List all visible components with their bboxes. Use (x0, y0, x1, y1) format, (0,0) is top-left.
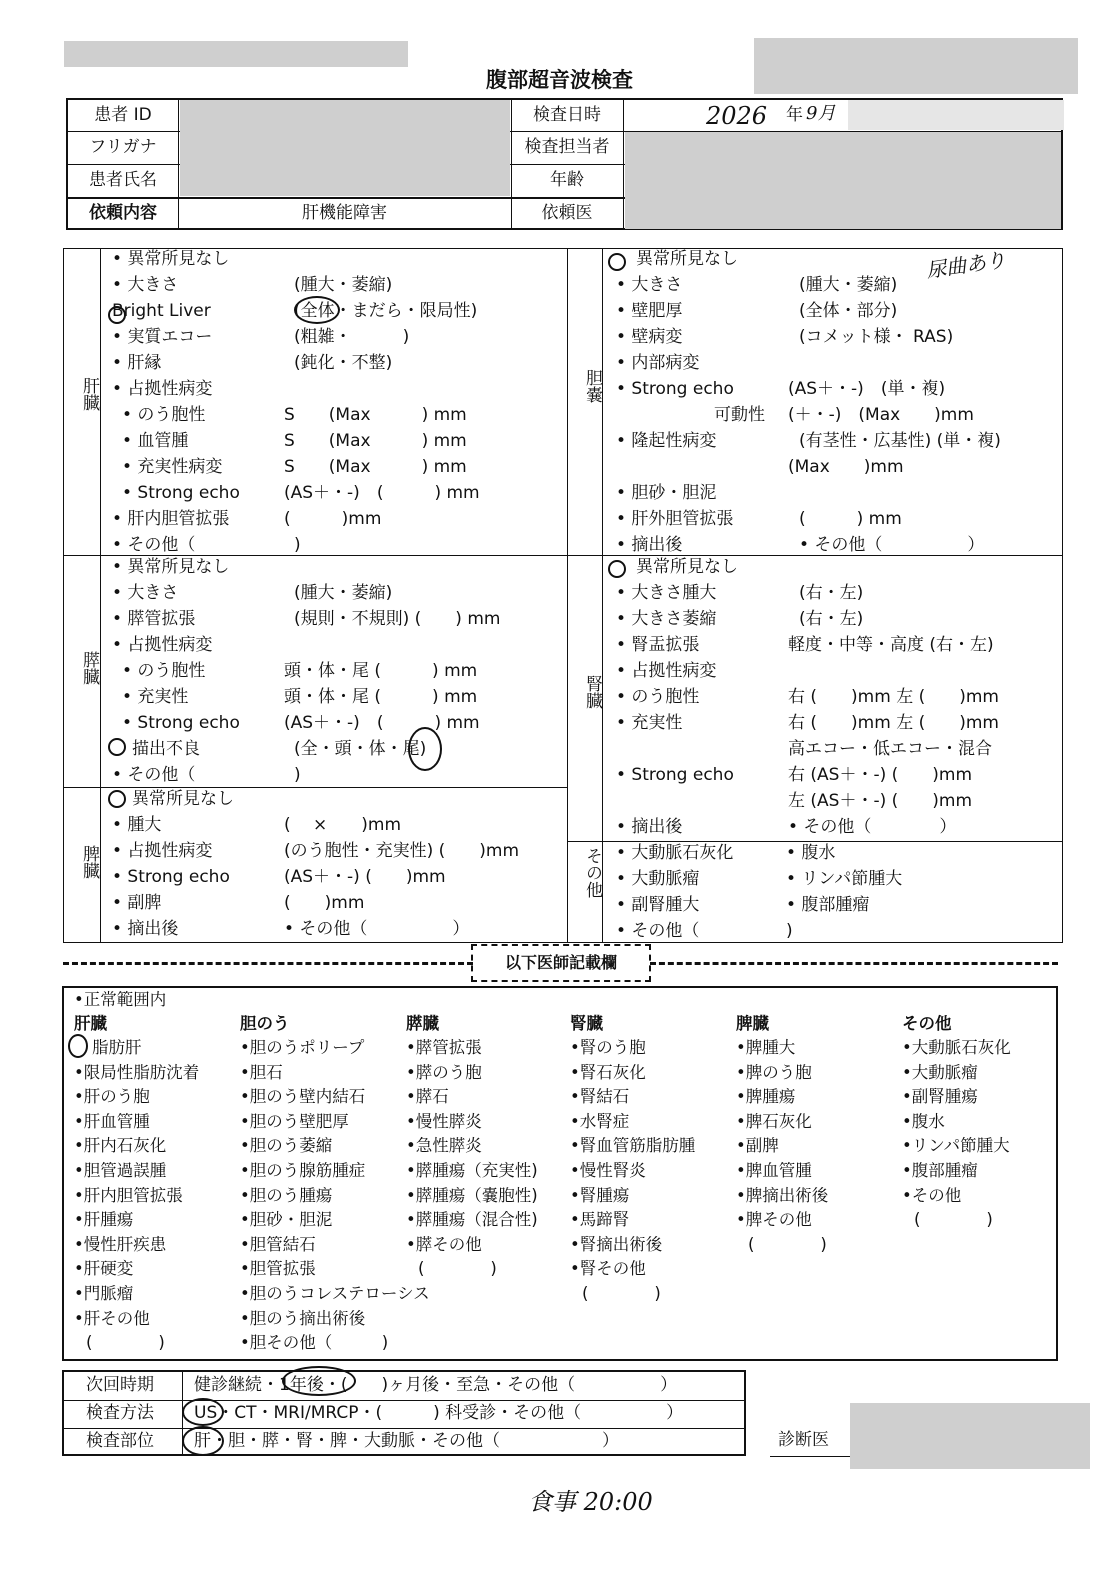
liver-option: S (Max ) mm (284, 405, 467, 425)
patient-id-label: 患者 ID (94, 105, 152, 125)
gallbladder-item: 異常所見なし (636, 249, 738, 269)
liver-option: (全体・まだら・限局性) (294, 301, 478, 321)
pancreas-option: 頭・体・尾 ( ) mm (284, 687, 478, 707)
spleen-option: ( × )mm (284, 815, 402, 835)
liver-option: (AS＋・-) ( ) mm (284, 483, 480, 503)
doctor-diagnosis-item: •膵その他 (406, 1234, 482, 1254)
gallbladder-item: • 胆砂・胆泥 (616, 483, 717, 503)
doctor-diagnosis-item: •腎摘出術後 (570, 1234, 663, 1254)
requesting-doctor-label: 依頼医 (541, 203, 593, 223)
circle-liver (182, 1426, 224, 1456)
page-title: 腹部超音波検査 (486, 68, 633, 92)
organ-label-other: その他 (582, 847, 602, 898)
followup-label: 検査方法 (86, 1403, 154, 1423)
doctor-diagnosis-item: •慢性膵炎 (406, 1111, 482, 1131)
doctor-column-header: その他 (902, 1014, 952, 1033)
doctor-diagnosis-item: •腎血管筋脂肪腫 (570, 1136, 696, 1156)
liver-item: • 肝縁 (112, 353, 162, 373)
doctor-diagnosis-item: •胆のうコレステローシス (240, 1284, 430, 1303)
kidney-option: (右・左) (799, 609, 864, 629)
liver-item: • 肝内胆管拡張 (112, 509, 230, 529)
gallbladder-item: • 隆起性病変 (616, 431, 717, 451)
doctor-diagnosis-item: •急性膵炎 (406, 1136, 482, 1156)
doctor-section-label (471, 944, 651, 982)
other-item-right: • 腹部腫瘤 (786, 895, 870, 915)
pancreas-item: • その他（ (112, 765, 196, 785)
doctor-diagnosis-item: •膵腫瘍（嚢胞性) (406, 1185, 538, 1205)
patient-name-label: 患者氏名 (89, 170, 157, 190)
pancreas-item: • 膵管拡張 (112, 609, 196, 629)
pancreas-item: 描出不良 (132, 739, 200, 759)
findings-table (63, 248, 1063, 943)
pancreas-option: (AS＋・-) ( ) mm (284, 713, 480, 733)
other-item-left: • その他（ (616, 921, 700, 941)
kidney-item: • 腎盂拡張 (616, 635, 700, 655)
gallbladder-option: (腫大・萎縮) (799, 275, 898, 295)
liver-item: • のう胞性 (122, 405, 206, 425)
redacted-examiner-fields (625, 132, 1061, 229)
organ-label-liver: 肝臓 (79, 377, 99, 411)
circle-us (182, 1398, 224, 1426)
liver-option: (腫大・萎縮) (294, 275, 393, 295)
other-item-left: • 大動脈瘤 (616, 869, 700, 889)
doctor-section-label-text: 以下医師記載欄 (504, 953, 617, 972)
doctor-diagnosis-item: •胆のうポリープ (240, 1038, 365, 1057)
other-item-right: ) (786, 921, 793, 941)
spleen-option: • その他（ ） (284, 919, 470, 939)
organ-label-gallbladder: 胆嚢 (582, 369, 602, 403)
spleen-option: ( )mm (284, 893, 365, 913)
doctor-column-header: 胆のう (240, 1014, 290, 1033)
organ-label-pancreas: 膵臓 (79, 651, 99, 685)
gallbladder-item: • 大きさ (616, 275, 683, 295)
doctor-diagnosis-item: •膵管拡張 (406, 1038, 482, 1057)
doctor-diagnosis-item: •脾石灰化 (736, 1111, 812, 1131)
spleen-option: (AS＋・-) ( )mm (284, 867, 446, 887)
kidney-option: 高エコー・低エコー・混合 (788, 739, 992, 759)
doctor-diagnosis-item: •胆管過誤腫 (74, 1161, 167, 1180)
followup-value: US・CT・MRI/MRCP・( ) 科受診・その他（ ） (194, 1403, 684, 1423)
doctor-diagnosis-item: ( ) (748, 1234, 827, 1254)
doctor-diagnosis-item: •リンパ節腫大 (902, 1136, 1010, 1156)
spleen-item: • 占拠性病変 (112, 841, 213, 861)
check-circle-fatty-liver (68, 1034, 88, 1058)
pancreas-item: • 占拠性病変 (112, 635, 213, 655)
doctor-column-header: 膵臓 (406, 1014, 439, 1033)
doctor-diagnosis-item: •副脾 (736, 1136, 779, 1156)
redacted-top-left (64, 41, 408, 67)
organ-label-spleen: 脾臓 (79, 845, 99, 879)
doctor-diagnosis-item: •胆砂・胆泥 (240, 1210, 333, 1230)
liver-item: • 占拠性病変 (112, 379, 213, 399)
kidney-item: • 大きさ腫大 (616, 583, 717, 603)
doctor-diagnosis-item: •その他 (902, 1185, 962, 1205)
doctor-diagnosis-item: •胆管拡張 (240, 1259, 316, 1279)
gallbladder-item: • 壁病変 (616, 327, 683, 347)
redacted-diagnosing-doctor (850, 1403, 1090, 1469)
pancreas-item: • 充実性 (122, 687, 189, 707)
doctor-diagnosis-item: •胆のう腫瘍 (240, 1185, 333, 1205)
pancreas-item: • 大きさ (112, 583, 179, 603)
kidney-item: 異常所見なし (636, 557, 738, 577)
doctor-column-header: 肝臓 (74, 1014, 107, 1033)
doctor-diagnosis-item: •膵腫瘍（充実性) (406, 1161, 538, 1180)
furigana-label: フリガナ (89, 137, 157, 157)
gallbladder-option: ( ) mm (799, 509, 902, 529)
pancreas-option: (全・頭・体・尾) (294, 739, 427, 759)
liver-item: • 大きさ (112, 275, 179, 295)
redacted-top-right (754, 38, 1078, 94)
pancreas-option: ) (294, 765, 301, 785)
exam-date-year-unit: 年 (786, 105, 803, 125)
liver-option: ) (294, 535, 301, 555)
separator-left (63, 962, 473, 965)
kidney-option: • その他（ ） (788, 817, 957, 837)
liver-item: • Strong echo (122, 483, 240, 503)
circle-tail (408, 727, 442, 771)
spleen-option: (のう胞性・充実性) ( )mm (284, 841, 520, 861)
doctor-diagnosis-item: •脾腫瘍 (736, 1087, 796, 1107)
pancreas-option: (規則・不規則) ( ) mm (294, 609, 501, 629)
exam-date-month: 9月 (806, 103, 836, 124)
pancreas-item: • 異常所見なし (112, 557, 230, 577)
liver-option: S (Max ) mm (284, 457, 467, 477)
gallbladder-option: (全体・部分) (799, 301, 898, 321)
spleen-item: 異常所見なし (132, 789, 234, 809)
doctor-diagnosis-item: •胆のう摘出術後 (240, 1308, 366, 1328)
followup-label: 検査部位 (86, 1431, 154, 1451)
gallbladder-item: 可動性 (714, 405, 765, 425)
spleen-item: • 腫大 (112, 815, 162, 835)
liver-item: • その他（ (112, 535, 196, 555)
doctor-diagnosis-item: ( ) (418, 1259, 497, 1279)
doctor-diagnosis-item: •胆石 (240, 1062, 283, 1082)
doctor-diagnosis-item: •肝内胆管拡張 (74, 1185, 183, 1205)
redacted-date-field (848, 100, 1064, 130)
gallbladder-option: (有茎性・広基性) (単・複) (799, 431, 1001, 451)
doctor-diagnosis-item: •胆のう腺筋腫症 (240, 1161, 366, 1180)
doctor-diagnosis-item: •肝その他 (74, 1308, 150, 1328)
doctor-diagnosis-item: •脾その他 (736, 1210, 812, 1230)
normal-range: •正常範囲内 (74, 990, 167, 1009)
pancreas-item: • のう胞性 (122, 661, 206, 681)
doctor-diagnosis-item: •脾摘出術後 (736, 1185, 829, 1205)
liver-item: • 血管腫 (122, 431, 189, 451)
kidney-item: • 占拠性病変 (616, 661, 717, 681)
kidney-option: 右 ( )mm 左 ( )mm (788, 687, 999, 707)
liver-item: • 充実性病変 (122, 457, 223, 477)
separator-right (650, 962, 1058, 965)
organ-label-kidney: 腎臓 (582, 675, 602, 709)
circle-one-year (282, 1366, 356, 1396)
doctor-diagnosis-item: •腎石灰化 (570, 1062, 646, 1082)
pancreas-option: (腫大・萎縮) (294, 583, 393, 603)
doctor-diagnosis-item: •胆のう壁肥厚 (240, 1111, 349, 1131)
kidney-option: 右 (AS＋・-) ( )mm (788, 765, 973, 785)
kidney-option: 左 (AS＋・-) ( )mm (788, 791, 973, 811)
doctor-diagnosis-item: •肝のう胞 (74, 1087, 150, 1107)
doctor-diagnosis-item: •胆管結石 (240, 1234, 316, 1254)
spleen-item: • 摘出後 (112, 919, 179, 939)
check-circle-gb-normal (608, 253, 626, 271)
kidney-item: • 摘出後 (616, 817, 683, 837)
liver-option: (鈍化・不整) (294, 353, 393, 373)
followup-value: 健診継続・1年後・( )ヶ月後・至急・その他（ ） (194, 1375, 678, 1395)
doctor-diagnosis-item: •脾血管腫 (736, 1161, 812, 1180)
pancreas-option: 頭・体・尾 ( ) mm (284, 661, 478, 681)
doctor-diagnosis-item: •腹水 (902, 1111, 945, 1131)
liver-item: • 実質エコー (112, 327, 213, 347)
followup-value: 肝・胆・膵・腎・脾・大動脈・その他（ ） (194, 1431, 619, 1451)
doctor-diagnosis-item: •腎のう胞 (570, 1038, 646, 1057)
other-item-left: • 大動脈石灰化 (616, 843, 734, 863)
doctor-diagnosis-item: •胆のう壁内結石 (240, 1087, 366, 1107)
doctor-diagnosis-item: •門脈瘤 (74, 1284, 134, 1303)
gallbladder-option: (＋・-) (Max )mm (788, 405, 974, 425)
spleen-item: • Strong echo (112, 867, 230, 887)
kidney-item: • のう胞性 (616, 687, 700, 707)
exam-date-label: 検査日時 (533, 105, 601, 125)
other-item-left: • 副腎腫大 (616, 895, 700, 915)
doctor-column-header: 腎臓 (570, 1014, 603, 1033)
gallbladder-item: • 内部病変 (616, 353, 700, 373)
doctor-diagnosis-item: 脂肪肝 (92, 1038, 142, 1057)
check-circle-kidney-normal (608, 560, 626, 578)
gallbladder-handwritten-note: 尿曲あり (924, 247, 1008, 283)
liver-option: S (Max ) mm (284, 431, 467, 451)
doctor-diagnosis-item: •腎腫瘍 (570, 1185, 630, 1205)
gallbladder-item: • 肝外胆管拡張 (616, 509, 734, 529)
circle-zentai (294, 296, 340, 324)
kidney-option: (右・左) (799, 583, 864, 603)
other-item-right: • リンパ節腫大 (786, 869, 903, 889)
request-label: 依頼内容 (89, 203, 157, 223)
doctor-diagnosis-item: ( ) (86, 1333, 165, 1353)
doctor-diagnosis-item: •脾のう胞 (736, 1062, 812, 1082)
spleen-item: • 副脾 (112, 893, 162, 913)
kidney-item: • 大きさ萎縮 (616, 609, 717, 629)
examiner-label: 検査担当者 (524, 137, 610, 157)
doctor-diagnosis-item: •大動脈石灰化 (902, 1038, 1011, 1057)
doctor-diagnosis-item: •肝血管腫 (74, 1111, 150, 1131)
followup-label: 次回時期 (86, 1375, 154, 1395)
liver-item: Bright Liver (112, 301, 211, 321)
age-label: 年齢 (550, 170, 584, 190)
doctor-diagnosis-item: •限局性脂肪沈着 (74, 1062, 200, 1082)
doctor-diagnosis-item: •膵石 (406, 1087, 449, 1107)
doctor-diagnosis-item: •脾腫大 (736, 1038, 796, 1057)
gallbladder-option: (コメット様・ RAS) (799, 327, 954, 347)
patient-info-table (66, 98, 1063, 230)
diagnosing-doctor-underline (770, 1456, 850, 1457)
doctor-diagnosis-item: •肝硬変 (74, 1259, 134, 1279)
doctor-diagnosis-item: •胆のう萎縮 (240, 1136, 333, 1156)
doctor-diagnosis-item: •水腎症 (570, 1111, 630, 1131)
kidney-item: • Strong echo (616, 765, 734, 785)
doctor-diagnosis-table (62, 986, 1058, 1361)
kidney-option: 右 ( )mm 左 ( )mm (788, 713, 999, 733)
diagnosing-doctor-label: 診断医 (778, 1430, 829, 1450)
gallbladder-option: (AS＋・-) (単・複) (788, 379, 946, 399)
pancreas-item: • Strong echo (122, 713, 240, 733)
request-value: 肝機能障害 (302, 203, 387, 223)
doctor-diagnosis-item: •膵腫瘍（混合性) (406, 1210, 538, 1230)
kidney-item: • 充実性 (616, 713, 683, 733)
doctor-diagnosis-item: •膵のう胞 (406, 1062, 482, 1082)
doctor-diagnosis-item: •肝内石灰化 (74, 1136, 167, 1156)
doctor-diagnosis-item: •肝腫瘍 (74, 1210, 134, 1230)
followup-table (62, 1370, 746, 1456)
doctor-diagnosis-item: •副腎腫瘍 (902, 1087, 978, 1107)
liver-item: • 異常所見なし (112, 249, 230, 269)
check-circle-spleen-normal (108, 790, 126, 808)
check-circle-bright-liver (108, 306, 126, 324)
liver-option: ( )mm (284, 509, 382, 529)
doctor-diagnosis-item: •慢性肝疾患 (74, 1234, 167, 1254)
kidney-option: 軽度・中等・高度 (右・左) (788, 635, 994, 655)
doctor-diagnosis-item: •慢性腎炎 (570, 1161, 646, 1180)
doctor-column-header: 脾臓 (736, 1014, 769, 1033)
exam-date-year-value: 2026 (706, 102, 768, 130)
gallbladder-option: • その他（ ） (799, 535, 985, 555)
doctor-diagnosis-item: •腎結石 (570, 1087, 630, 1107)
doctor-diagnosis-item: •胆その他（ ) (240, 1333, 389, 1353)
gallbladder-item: • Strong echo (616, 379, 734, 399)
liver-option: (粗雑・ ) (294, 327, 410, 347)
doctor-diagnosis-item: •大動脈瘤 (902, 1062, 978, 1082)
doctor-diagnosis-item: •腹部腫瘤 (902, 1161, 978, 1180)
handwritten-footer: 食事 20:00 (528, 1488, 653, 1516)
gallbladder-item: • 壁肥厚 (616, 301, 683, 321)
doctor-diagnosis-item: ( ) (582, 1284, 661, 1303)
gallbladder-item: • 摘出後 (616, 535, 683, 555)
doctor-diagnosis-item: ( ) (914, 1210, 993, 1230)
check-circle-pancreas-poor (108, 738, 126, 756)
other-item-right: • 腹水 (786, 843, 836, 863)
doctor-diagnosis-item: •腎その他 (570, 1259, 646, 1279)
doctor-diagnosis-item: •馬蹄腎 (570, 1210, 630, 1230)
redacted-patient-fields (180, 100, 510, 196)
gallbladder-option: (Max )mm (788, 457, 904, 477)
